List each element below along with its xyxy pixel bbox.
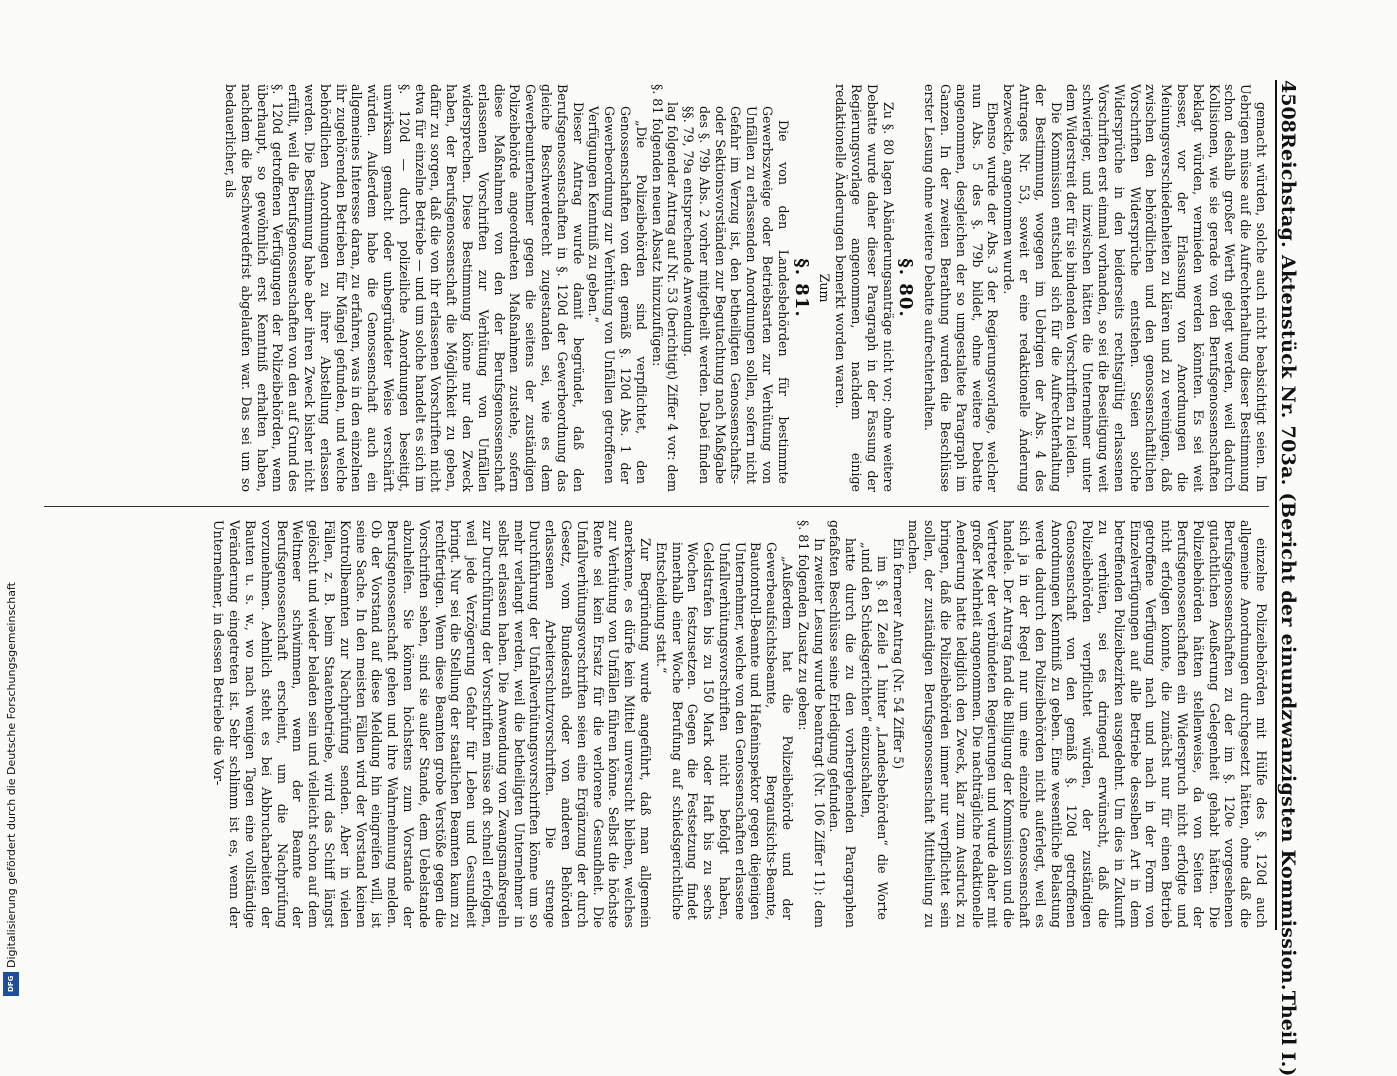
- paragraph: Ebenso wurde der Abs. 3 der Regierungsvorlage, welcher nun Abs. 5 des §. 79b bildet, ohne weitere Debatte angenommen, desgleichen der so umgestaltete Paragraph im Ganzen. In der zweiten Berathung wurden die Beschlüsse erster Lesung ohne weitere Debatte aufrechterhalten.: [922, 84, 1001, 492]
- right-column: [39, 520, 1269, 928]
- digitization-footer: [0, 0, 22, 1000]
- quoted-paragraph: „Die Polizeibehörden sind verpflichtet, den Genossenschaften von den gemäß §. 120d Abs. 1 der Gewerbeordnung zur Verhütung von Unfällen getroffenen Verfügungen Kenntniß zu geben.“: [586, 106, 649, 484]
- paragraph: einzelne Polizeibehörden mit Hülfe des §. 120d auch allgemeine Anordnungen durchgesetzt hätten, ohne daß die Berufsgenossenschaften zu der im §. 120e vorgesehenen gutachtlichen Aeußerung Gelegenheit gehabt hätten. Die Polizeibehörden hätten stellenweise, da von Seiten der Berufsgenossenschaften ein Widerspruch nicht erfolgte und nicht erfolgen konnte, die zunächst nur für einen Betrieb getroffene Verfügung nach und nach in der Form von Einzelverfügungen auf alle Betriebe desselben Art in dem betreffenden Polizeibezirken ausgedehnt. Um dies in Zukunft zu verhüten, sei es dringend erwünscht, daß die Polizeibehörden verpflichtet würden, der zuständigen Genossenschaft von den gemäß §. 120d getroffenen Anordnungen Kenntniß zu geben. Eine wesentliche Belastung werde dadurch den Polizeibehörden nicht auferlegt, weil es sich ja in der Regel nur um eine einzelne Genossenschaft handele. Der Antrag fand die Billigung der Kommission und die Vertreter der verbündeten Regierungen und wurde daher mit großer Mehrheit angenommen. Die nachträgliche redaktionelle Aenderung hatte lediglich den Zweck, klar zum Ausdruck zu bringen, daß die Polizeibehörden immer nur verpflichtet sein sollen, der zuständigen Berufsgenossenschaft Mittheilung zu machen.: [906, 520, 1269, 928]
- paragraph: Ein fernerer Antrag (Nr. 54 Ziffer 5): [890, 538, 906, 770]
- section-heading-80: §. 80.: [895, 258, 917, 318]
- section-intro: Zum: [817, 273, 833, 303]
- page-header: [1275, 80, 1311, 1076]
- dfg-logo: DFG: [3, 972, 19, 996]
- quoted-paragraph: Die von den Landesbehörden für bestimmte Gewerbszweige oder Betriebsarten zur Verhütung von Unfällen zu erlassenden Anordnungen sollen, sofern nicht Gefahr im Verzug ist, den betheiligten Genossenschafts- oder Sektionsvorständen zur Begutachtung nach Maßgabe des §. 79b Abs. 2 vorher mitgetheilt werden. Dabei finden §§. 79, 79a entsprechende Anwendung.: [681, 106, 791, 484]
- quoted-paragraph: „Außerdem hat die Polizeibehörde und der Gewerbeaufsichtsbeamte, Bergaufsichts-Beamte, Bautontroll-Beamte und Hafeninspektor gegen diejenigen Unternehmer, welche von den Genossenschaften erlassene Unfallverhütungsvorschriften nicht befolgt haben, Geldstrafen bis zu 150 Mark oder Haft bis zu sechs Wochen festzusetzen. Gegen die Festsetzung findet innerhalb einer Woche Berufung auf schiedsgerichtliche Entscheidung statt.“: [653, 542, 796, 920]
- part-label: Theil I.): [1277, 990, 1299, 1076]
- page-title: Reichstag. Aktenstück Nr. 703a. (Bericht der einundzwanzigsten Kommission.: [1277, 132, 1299, 991]
- quoted-paragraph: im §. 81 Zeile 1 hinter „Landesbehörden“ die Worte „und den Schiedsgerichten“ einzuschalten,: [859, 542, 890, 920]
- section-heading-81: §. 81.: [790, 258, 812, 318]
- paragraph: gemacht würden, solche auch nicht beabsichtigt seien. Im Uebrigen müsse auf die Aufrechterhaltung dieser Bestimmung schon deshalb großer Werth gelegt werden, weil dadurch Kollisionen, wie sie gerade von den Berufsgenossenschaften beklagt würden, vermieden werden könnten. Es sei weit besser, vor der Erlassung von Anordnungen die Meinungsverschiedenheiten zu klären und zu vereinigen, daß zwischen den behördlichen und den genossenschaftlichen Vorschriften Widersprüche entstehen. Seien solche Widersprüche in den beiderseits rechtsgültig erlassenen Vorschriften erst einmal vorhanden, so sei die Beseitigung weit schwieriger, und inzwischen hätten die Unternehmer unter dem Widerstreit der für sie bindenden Vorschriften zu leiden.: [1064, 84, 1269, 492]
- left-column: [39, 84, 1269, 492]
- page-number: 4508: [1277, 80, 1299, 133]
- paragraph: Dieser Antrag wurde damit begründet, daß den Berufsgenossenschaften in §. 120d der Gewerbeordnung das gleiche Beschwerderecht zugestanden sei, wie es dem Gewerbeunternehmer gegen die seitens der zuständigen Polizeibehörde angeordneten Maßnahmen zustehe, sofern diese Maßnahmen von den der Berufsgenossenschaft erlassenen Vorschriften zur Verhütung von Unfällen widersprechen. Diese Bestimmung könne nur den Zweck haben, der Berufsgenossenschaft die Möglichkeit zu geben, dafür zu sorgen, daß die von ihr erlassenen Vorschriften nicht etwa für einzelne Betriebe — und um solche handelt es sich im §. 120d — durch polizeiliche Anordnungen beseitigt, unwirksam gemacht oder unbegründeter Weise verschärft würden. Außerdem habe die Genossenschaft auch ein allgemeines Interesse daran, zu erfahren, was in den einzelnen ihr zugehörenden Betrieben für Mängel gefunden, und welche behördlichen Anordnungen zu ihrer Abstellung erlassen werden. Die Bestimmung habe aber ihren Zweck bisher nicht erfüllt, weil die Berufsgenossenschaften von den auf Grund des §. 120d getroffenen Verfügungen der Polizeibehörden, wenn überhaupt, so gewöhnlich erst Kenntniß erhalten haben, nachdem die Beschwerdefrist abgelaufen war. Das sei um so bedauerlicher, als: [223, 84, 586, 492]
- digitization-credit: Digitalisierung gefördert durch die Deutsche Forschungsgemeinschaft: [5, 582, 18, 968]
- paragraph: In zweiter Lesung wurde beantragt (Nr. 106 Ziffer 11): dem §. 81 folgenden Zusatz zu geben:: [795, 520, 827, 928]
- paragraph: Zur Begründung wurde angeführt, daß man allgemein anerkenne, es dürfe kein Mittel unversucht bleiben, welches zur Verhütung von Unfällen führen könne. Selbst die höchste Rente sei kein Ersatz für die verlorene Gesundheit. Die Unfallverhütungsvorschriften seien eine Ergänzung der durch Gesetz, vom Bundesrath oder von anderen Behörden erlassenen Arbeiterschutzvorschriften. Die strenge Durchführung der Unfallverhütungsvorschriften könne um so mehr verlangt werden, weil die betheiligten Unternehmer in selbst erlassen haben. Die Anwendung von Zwangsmaßregeln zur Durchführung der Vorschriften müsse oft schnell erfolgen, weil jede Verzögerung Gefahr für Leben und Gesundheit bringt. Nur sei die Stellung der staatlichen Beamten kaum zu rechtfertigen. Wenn diese Beamten grobe Verstöße gegen die Vorschriften sehen, sind sie außer Stande, dem Uebelstande abzuhelfen. Sie können höchstens zum Vorstande der Berufsgenossenschaft gehen und ihre Wahrnehmung melden. Ob der Vorstand auf diese Meldung hin eingreifen will, ist seine Sache. In den meisten Fällen wird der Vorstand keinen Kontrollbeamten zur Nachprüfung senden. Aber in vielen Fällen, z. B. beim Staatenbetriebe, wird das Schiff längst gelöscht und wieder beladen sein und vielleicht schon auf dem Weltmeer schwimmen, wenn der Beamte der Berufsgenossenschaft erscheint, um die Nachprüfung vorzunehmen. Aehnlich steht es bei Abbrucharbeiten der Bauten u. s. w., wo nach wenigen Tagen eine vollständige Veränderung eingetreten ist. Sehr schlimm ist es, wenn der Unternehmer, in dessen Betriebe die Vor-: [211, 520, 653, 928]
- paragraph: hatte durch die zu den vorhergehenden Paragraphen gefaßten Beschlüsse seine Erledigung gefunden.: [827, 520, 859, 928]
- paragraph: Die Kommission entschied sich für die Aufrechterhaltung der Bestimmung, wogegen im Uebrigen der Abs. 4 des Antrages Nr. 53, soweit er eine redaktionelle Änderung bezweckte, angenommen wurde.: [1001, 84, 1064, 492]
- paragraph: Zu §. 80 lagen Abänderungsanträge nicht vor; ohne weitere Debatte wurde daher dieser Paragraph in der Fassung der Regierungsvorlage angenommen, nachdem einige redaktionelle Änderungen bemerkt worden waren.: [833, 84, 896, 492]
- column-divider: [44, 506, 1269, 507]
- paragraph: lag folgender Antrag auf Nr. 53 (berichtigt) Ziffer 4 vor: dem §. 81 folgenden neuen Absatz hinzuzufügen:: [649, 84, 681, 492]
